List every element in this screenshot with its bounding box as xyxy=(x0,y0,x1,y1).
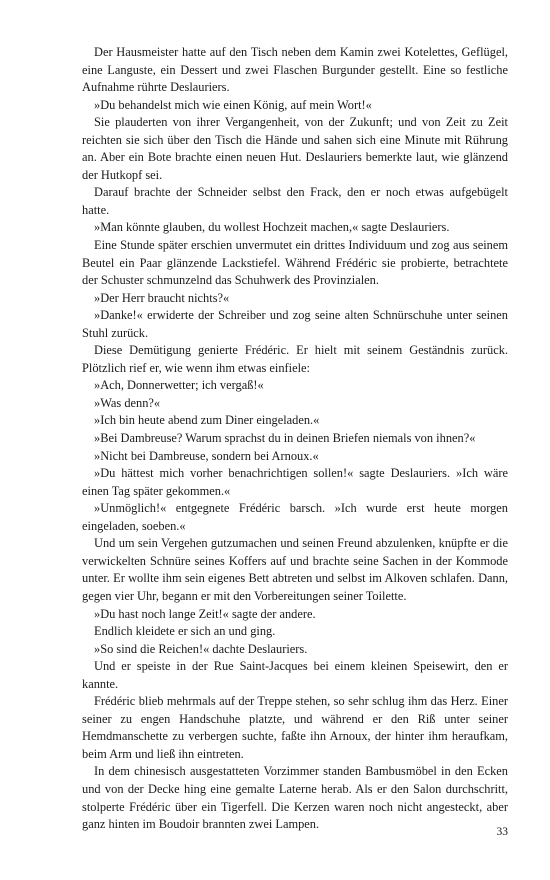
paragraph: Endlich kleidete er sich an und ging. xyxy=(94,624,276,639)
paragraph: »Was denn?« xyxy=(94,395,161,410)
paragraph: In dem chinesisch ausgestatteten Vorzimmer standen Bambusmöbel in den Ecken und von der Decke hing eine gemalte Laterne herab. Als er den Salon durchschritt, stolperte Frédéric über ein Tigerfell. Die Kerzen waren noch nicht angesteckt, aber ganz hinten im Boudoir brannten zwei Lampen. xyxy=(82,764,508,832)
paragraph: »Der Herr braucht nichts?« xyxy=(94,290,230,305)
paragraph: Der Hausmeister hatte auf den Tisch neben dem Kamin zwei Kotelettes, Geflügel, eine Languste, ein Dessert und zwei Flaschen Burgunder gestellt. Eine so festliche Aufnahme rührte Deslauriers. xyxy=(82,45,508,95)
paragraph: »Nicht bei Dambreuse, sondern bei Arnoux.« xyxy=(94,448,319,463)
paragraph: Darauf brachte der Schneider selbst den Frack, den er noch etwas aufgebügelt hatte. xyxy=(82,185,508,217)
paragraph: »Ach, Donnerwetter; ich vergaß!« xyxy=(94,378,264,393)
paragraph: »Du behandelst mich wie einen König, auf mein Wort!« xyxy=(94,97,372,112)
paragraph: »So sind die Reichen!« dachte Deslauriers. xyxy=(94,641,308,656)
paragraph: »Ich bin heute abend zum Diner eingeladen.« xyxy=(94,413,320,428)
paragraph: »Unmöglich!« entgegnete Frédéric barsch. »Ich wurde erst heute morgen eingeladen, soeben.« xyxy=(82,501,508,533)
paragraph: Eine Stunde später erschien unvermutet ein drittes Individuum und zog aus seinem Beutel ein Paar glänzende Lackstiefel. Während Frédéric sie probierte, betrachtete der Schuster schmunzelnd das Schuhwerk des Provinzialen. xyxy=(82,238,508,288)
paragraph: »Du hättest mich vorher benachrichtigen sollen!« sagte Deslauriers. »Ich wäre einen Tag später gekommen.« xyxy=(82,466,508,498)
paragraph: »Bei Dambreuse? Warum sprachst du in deinen Briefen niemals von ihnen?« xyxy=(94,431,476,446)
paragraph: Und er speiste in der Rue Saint-Jacques bei einem kleinen Speisewirt, den er kannte. xyxy=(82,659,508,691)
paragraph: »Man könnte glauben, du wollest Hochzeit machen,« sagte Deslauriers. xyxy=(94,220,450,235)
paragraph: Und um sein Vergehen gutzumachen und seinen Freund abzulenken, knüpfte er die verwickelten Schnüre seines Koffers auf und brachte seine Sachen in der Kommode unter. Er wollte ihm sein eigenes Bett abtreten und selbst im Alkoven schlafen. Dann, gegen vier Uhr, begann er mit den Vorbereitungen seiner Toilette. xyxy=(82,536,508,603)
page-text xyxy=(82,44,508,834)
paragraph: Sie plauderten von ihrer Vergangenheit, von der Zukunft; und von Zeit zu Zeit reichten sie sich über den Tisch die Hände und sahen sich eine Minute mit Rührung an. Aber ein Bote brachte einen neuen Hut. Deslauriers bemerkte laut, wie glänzend der Hutkopf sei. xyxy=(82,115,508,182)
paragraph: Diese Demütigung genierte Frédéric. Er hielt mit seinem Geständnis zurück. Plötzlich rief er, wie wenn ihm etwas einfiele: xyxy=(82,343,508,375)
paragraph: Frédéric blieb mehrmals auf der Treppe stehen, so sehr schlug ihm das Herz. Einer seiner zu engen Handschuhe platzte, und während er den Riß unter seiner Hemdmanschette zu verbergen suchte, faßte ihn Arnoux, der hinter ihm heraufkam, beim Arm und ließ ihn eintreten. xyxy=(82,694,508,761)
page-number: 33 xyxy=(496,826,508,838)
paragraph: »Danke!« erwiderte der Schreiber und zog seine alten Schnürschuhe unter seinen Stuhl zurück. xyxy=(82,308,508,340)
paragraph: »Du hast noch lange Zeit!« sagte der andere. xyxy=(94,606,316,621)
